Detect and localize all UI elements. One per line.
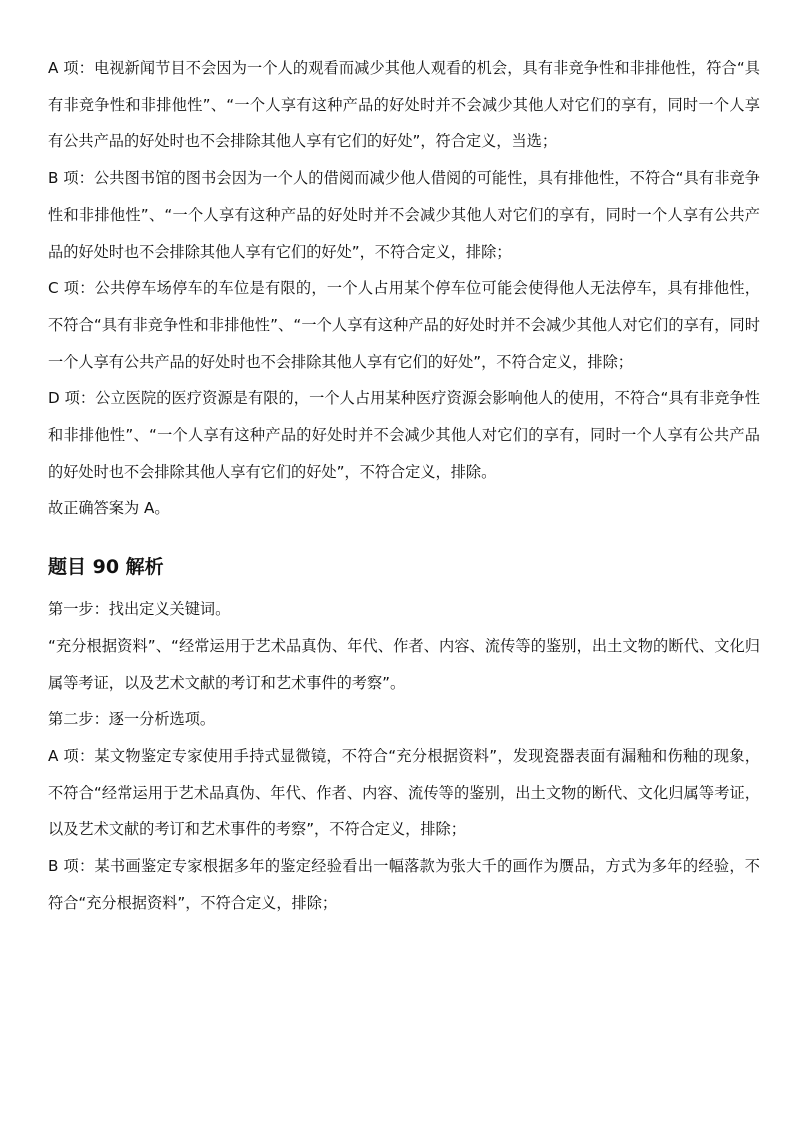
document-page <box>48 50 760 921</box>
option-b-analysis: B 项：公共图书馆的图书会因为一个人的借阅而减少他人借阅的可能性，具有排他性，不符合“具有非竞争性和非排他性”、“一个人享有这种产品的好处时并不会减少其他人对它们的享有，同时一个人享有公共产品的好处时也不会排除其他人享有它们的好处”，不符合定义，排除； <box>48 169 760 261</box>
definition-keywords: “充分根据资料”、“经常运用于艺术品真伪、年代、作者、内容、流传等的鉴别，出土文物的断代、文化归属等考证，以及艺术文献的考订和艺术事件的考察”。 <box>48 636 760 692</box>
step-two-label: 第二步：逐一分析选项。 <box>48 710 216 729</box>
answer-line: 故正确答案为 A。 <box>48 499 170 518</box>
section-heading: 题目 90 解析 <box>48 556 164 579</box>
option-c-analysis: C 项：公共停车场停车的车位是有限的，一个人占用某个停车位可能会使得他人无法停车，具有排他性，不符合“具有非竞争性和非排他性”、“一个人享有这种产品的好处时并不会减少其他人对它们的享有，同时一个人享有公共产品的好处时也不会排除其他人享有它们的好处”，不符合定义，排除； <box>48 279 760 371</box>
option-a-analysis-90: A 项：某文物鉴定专家使用手持式显微镜，不符合“充分根据资料”，发现瓷器表面有漏釉和伤釉的现象，不符合“经常运用于艺术品真伪、年代、作者、内容、流传等的鉴别，出土文物的断代、文化归属等考证，以及艺术文献的考订和艺术事件的考察”，不符合定义，排除； <box>48 746 760 839</box>
option-b-analysis-90: B 项：某书画鉴定专家根据多年的鉴定经验看出一幅落款为张大千的画作为赝品，方式为多年的经验，不符合“充分根据资料”，不符合定义，排除； <box>48 857 760 912</box>
step-one-label: 第一步：找出定义关键词。 <box>48 600 231 619</box>
option-d-analysis: D 项：公立医院的医疗资源是有限的，一个人占用某种医疗资源会影响他人的使用，不符合“具有非竞争性和非排他性”、“一个人享有这种产品的好处时并不会减少其他人对它们的享有，同时一个人享有公共产品的好处时也不会排除其他人享有它们的好处”，不符合定义，排除。 <box>48 389 760 481</box>
option-a-analysis: A 项：电视新闻节目不会因为一个人的观看而减少其他人观看的机会，具有非竞争性和非排他性，符合“具有非竞争性和非排他性”、“一个人享有这种产品的好处时并不会减少其他人对它们的享有，同时一个人享有公共产品的好处时也不会排除其他人享有它们的好处”，符合定义，当选； <box>48 59 760 151</box>
